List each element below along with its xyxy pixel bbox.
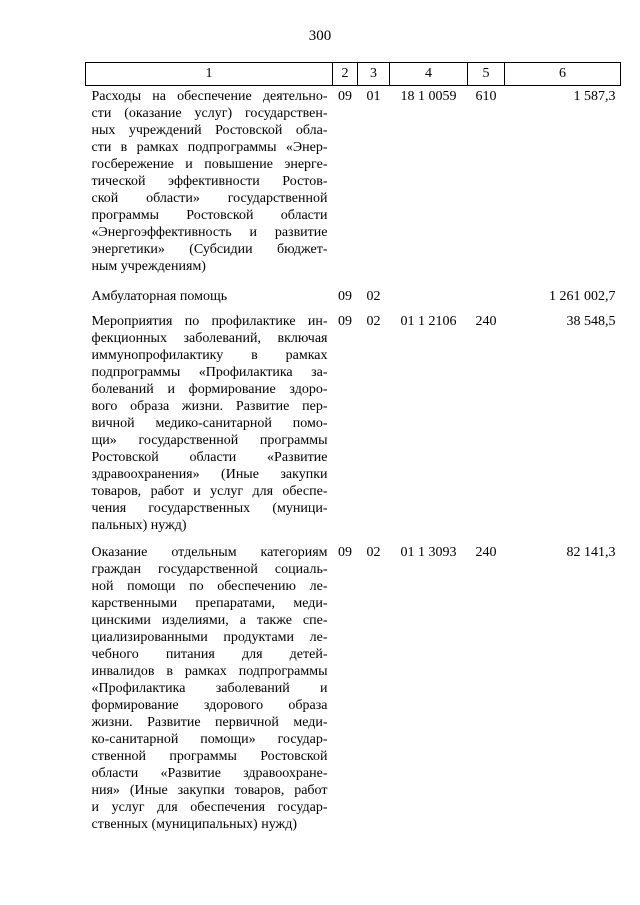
expense-type-code: 240 [475, 314, 497, 329]
description-line: госбережение и повышение энерге- [91, 157, 328, 172]
section-code: 09 [338, 289, 352, 304]
table-row [86, 275, 621, 305]
subsection-code: 02 [366, 545, 381, 560]
header-col-6: 6 [505, 63, 621, 86]
description-line: ко-санитарной помощи» государ- [91, 732, 328, 747]
description-line: чения государственных (муници- [91, 501, 328, 516]
description-line: цинскими изделиями, а также спе- [91, 613, 328, 628]
target-article-code: 18 1 0059 [400, 89, 457, 104]
target-article-code: 01 1 2106 [400, 314, 457, 329]
description-line: граждан государственной социаль- [91, 562, 328, 577]
description-line: щи» государственной программы [91, 433, 328, 448]
description-line: здравоохранения» (Иные закупки [91, 467, 328, 482]
description-line: формирование здорового образа [91, 698, 328, 713]
description-line: циализированными продуктами ле- [91, 630, 328, 645]
description-line: области «Развитие здравоохране- [91, 766, 328, 781]
description-line: иммунопрофилактику в рамках [91, 348, 328, 363]
description-line: ственных (муниципальных) нужд) [91, 817, 297, 832]
expense-type-code: 240 [475, 545, 497, 560]
header-col-3: 3 [358, 63, 390, 86]
header-col-1: 1 [86, 63, 333, 86]
section-code: 09 [338, 314, 352, 329]
header-col-4: 4 [390, 63, 468, 86]
description-line: Расходы на обеспечение деятельно- [91, 89, 328, 104]
description-line: чебного питания для детей- [91, 647, 328, 662]
description-line: «Профилактика заболеваний и [91, 681, 328, 696]
section-code: 09 [338, 545, 352, 560]
subsection-code: 01 [366, 89, 381, 104]
budget-table [85, 62, 621, 833]
row-description [86, 86, 333, 276]
description-line: «Энергоэффективность и развитие [91, 225, 328, 240]
description-line: инвалидов в рамках подпрограммы [91, 664, 328, 679]
description-line: Мероприятия по профилактике ин- [91, 314, 328, 329]
description-line: пальных) нужд) [91, 518, 187, 533]
description-line: жизни. Развитие первичной меди- [91, 715, 328, 730]
table-body [86, 86, 621, 834]
amount-value: 1 587,3 [573, 89, 616, 104]
header-col-2: 2 [333, 63, 358, 86]
description-line: ния» (Иные закупки товаров, работ [91, 783, 328, 798]
description-line: болеваний и формирование здоро- [91, 382, 328, 397]
description-line: вичной медико-санитарной помо- [91, 416, 328, 431]
target-article-code: 01 1 3093 [400, 545, 457, 560]
table-row [86, 86, 621, 276]
row-description [86, 275, 333, 305]
amount-value: 38 548,5 [566, 314, 616, 329]
amount-value: 82 141,3 [566, 545, 616, 560]
target-article-code [390, 275, 468, 305]
description-line: фекционных заболеваний, включая [91, 331, 328, 346]
table-row [86, 305, 621, 534]
section-code: 09 [338, 89, 352, 104]
description-line: подпрограммы «Профилактика за- [91, 365, 328, 380]
description-line: Амбулаторная помощь [91, 289, 228, 304]
description-line: и услуг для обеспечения государ- [91, 800, 328, 815]
header-col-5: 5 [468, 63, 505, 86]
amount-value: 1 261 002,7 [549, 289, 616, 304]
description-line: карственными препаратами, меди- [91, 596, 328, 611]
description-line: программы Ростовской области [91, 208, 328, 223]
description-line: вого образа жизни. Развитие пер- [91, 399, 328, 414]
expense-type-code: 610 [475, 89, 497, 104]
subsection-code: 02 [366, 314, 381, 329]
description-line: тической эффективности Ростов- [91, 174, 328, 189]
subsection-code: 02 [366, 289, 381, 304]
description-line: товаров, работ и услуг для обеспе- [91, 484, 328, 499]
row-description [86, 305, 333, 534]
table-row [86, 534, 621, 833]
description-line: ных учреждений Ростовской обла- [91, 123, 328, 138]
description-line: сти (оказание услуг) государствен- [91, 106, 328, 121]
row-description [86, 534, 333, 833]
table-header [86, 63, 621, 86]
description-line: сти в рамках подпрограммы «Энер- [91, 140, 328, 155]
expense-type-code [468, 275, 505, 305]
description-line: ным учреждениям) [91, 259, 206, 274]
description-line: Ростовской области «Развитие [91, 450, 328, 465]
page-number: 300 [308, 28, 332, 44]
description-line: ственной программы Ростовской [91, 749, 328, 764]
description-line: энергетики» (Субсидии бюджет- [91, 242, 328, 257]
description-line: ной помощи по обеспечению ле- [91, 579, 328, 594]
description-line: Оказание отдельным категориям [91, 545, 328, 560]
description-line: ской области» государственной [91, 191, 328, 206]
